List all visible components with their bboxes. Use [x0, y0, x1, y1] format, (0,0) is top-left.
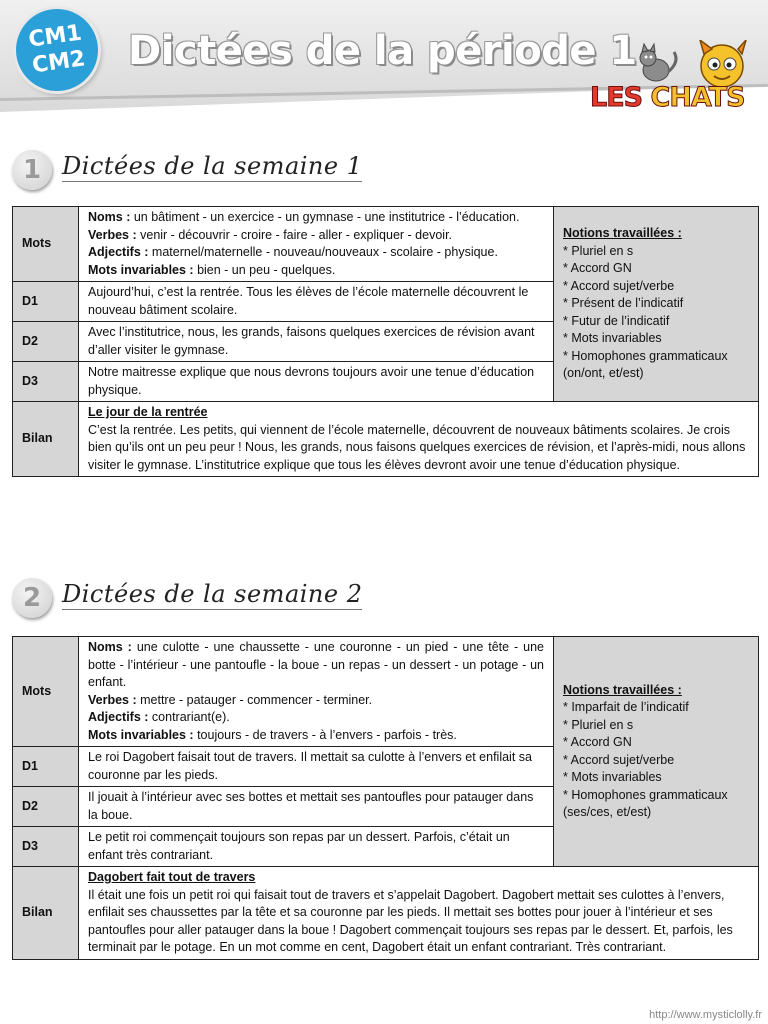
row-label: D2 [13, 787, 79, 827]
bilan-text: C’est la rentrée. Les petits, qui viennent de l’école maternelle, découvrent de nouveaux bâtiments scolaires. Je crois bien qu’ils ont un peu peur ! Nous, les grands, nous faisons quelques exercices de révision, et l’après-midi, nous allons visiter le gymnase. L’institutrice explique que tous les élèves devront avoir une tenue d’éducation physique. [88, 422, 746, 472]
invariables-list: bien - un peu - quelques. [193, 262, 336, 277]
bilan-text: Il était une fois un petit roi qui faisait tout de travers et s’appelait Dagobert. Dagobert mettait ses culottes à l’envers, enfilait ses chaussettes par la tête et sa couronne par les pieds. Il mettait ses bottes pour jouer à l’intérieur et ses pantoufles pour aller patauger dans la boue ! Dagobert commençait toujours ses repas par le dessert. Et, parfois, les terminait par le potage. En un mot comme en cent, Dagobert était un enfant contrariant. Très contrariant. [88, 887, 733, 954]
row-label: Bilan [13, 402, 79, 477]
invariables-label: Mots invariables : [88, 262, 194, 277]
notions-title: Notions travaillées : [563, 682, 682, 697]
adjectifs-list: contrariant(e). [148, 710, 230, 724]
notion-item: * Accord GN [563, 735, 632, 749]
adjectifs-list: maternel/maternelle - nouveau/nouveaux - scolaire - physique. [148, 245, 498, 259]
bilan-title: Dagobert fait tout de travers [88, 870, 256, 884]
week-number-badge: 2 [12, 578, 52, 618]
week-1-heading [12, 150, 432, 194]
notion-item: * Mots invariables [563, 770, 662, 784]
notion-item: * Homophones grammaticaux (ses/ces, et/est) [563, 787, 728, 819]
mots-row [13, 207, 759, 282]
noms-label: Noms : [88, 640, 132, 654]
notion-item: * Accord GN [563, 261, 632, 276]
bilan-content [79, 867, 759, 960]
row-label: D1 [13, 282, 79, 322]
d2-text: Avec l’institutrice, nous, les grands, faisons quelques exercices de révision avant d’aller visiter le gymnase. [79, 322, 554, 362]
row-label: Bilan [13, 867, 79, 960]
logo-les: LES [590, 82, 643, 113]
notion-item: * Imparfait de l’indicatif [563, 700, 689, 714]
notion-item: * Accord sujet/verbe [563, 752, 675, 767]
noms-list: une culotte - une chaussette - une couronne - un pied - une tête - une botte - l’intérieur - une pantoufle - la boue - un repas - un dessert - un potage - un enfant. [88, 640, 545, 689]
row-label: D1 [13, 747, 79, 787]
row-label: D3 [13, 362, 79, 402]
d2-text: Il jouait à l’intérieur avec ses bottes et mettait ses pantoufles pour patauger dans la boue. [79, 787, 554, 827]
les-chats-logo [590, 40, 762, 120]
notions-title: Notions travaillées : [563, 226, 682, 241]
adjectifs-label: Adjectifs : [88, 245, 149, 259]
d1-text: Aujourd’hui, c’est la rentrée. Tous les élèves de l’école maternelle découvrent le nouveau bâtiment scolaire. [79, 282, 554, 322]
row-label: Mots [13, 637, 79, 747]
mots-content [79, 207, 554, 282]
verbes-label: Verbes : [88, 227, 137, 242]
verbes-list: mettre - patauger - commencer - terminer. [136, 692, 373, 707]
d3-text: Notre maitresse explique que nous devrons toujours avoir une tenue d’éducation physique. [79, 362, 554, 402]
week-1-table [12, 206, 759, 477]
week-title: Dictées de la semaine 2 [62, 580, 363, 608]
logo-chats: CHATS [650, 82, 745, 113]
d1-text: Le roi Dagobert faisait tout de travers. Il mettait sa culotte à l’envers et enfilait sa couronne par les pieds. [79, 747, 554, 787]
notion-item: * Accord sujet/verbe [563, 278, 675, 293]
bilan-row [13, 867, 759, 960]
invariables-list: toujours - de travers - à l’envers - parfois - très. [193, 727, 457, 742]
noms-list: un bâtiment - un exercice - un gymnase - une institutrice - l’éducation. [130, 210, 520, 224]
level-badge-cm2: CM2 [30, 46, 87, 79]
week-title: Dictées de la semaine 1 [62, 152, 363, 180]
notion-item: * Homophones grammaticaux (on/ont, et/est) [563, 348, 728, 381]
bilan-content [79, 402, 759, 477]
adjectifs-label: Adjectifs : [88, 710, 149, 724]
row-label: D3 [13, 827, 79, 867]
notion-item: * Pluriel en s [563, 243, 634, 258]
page-title: Dictées de la période 1 [128, 28, 637, 74]
week-2-table [12, 636, 759, 960]
notion-item: * Présent de l’indicatif [563, 296, 684, 311]
noms-label: Noms : [88, 210, 131, 224]
bilan-title: Le jour de la rentrée [88, 405, 208, 419]
mots-row [13, 637, 759, 747]
notions-cell [554, 637, 759, 867]
verbes-list: venir - découvrir - croire - faire - aller - expliquer - devoir. [136, 227, 453, 242]
bilan-row [13, 402, 759, 477]
notion-item: * Pluriel en s [563, 717, 634, 732]
invariables-label: Mots invariables : [88, 727, 194, 742]
week-2-heading [12, 578, 432, 622]
notion-item: * Mots invariables [563, 331, 662, 346]
verbes-label: Verbes : [88, 692, 137, 707]
notion-item: * Futur de l’indicatif [563, 313, 670, 328]
row-label: Mots [13, 207, 79, 282]
d3-text: Le petit roi commençait toujours son repas par un dessert. Parfois, c’était un enfant très contrariant. [79, 827, 554, 867]
mots-content [79, 637, 554, 747]
footer-url[interactable]: http://www.mysticlolly.fr [649, 1009, 762, 1021]
level-badge-cm1: CM1 [26, 20, 84, 53]
notions-cell [554, 207, 759, 402]
row-label: D2 [13, 322, 79, 362]
week-number-badge: 1 [12, 150, 52, 190]
logo-text [590, 82, 745, 113]
